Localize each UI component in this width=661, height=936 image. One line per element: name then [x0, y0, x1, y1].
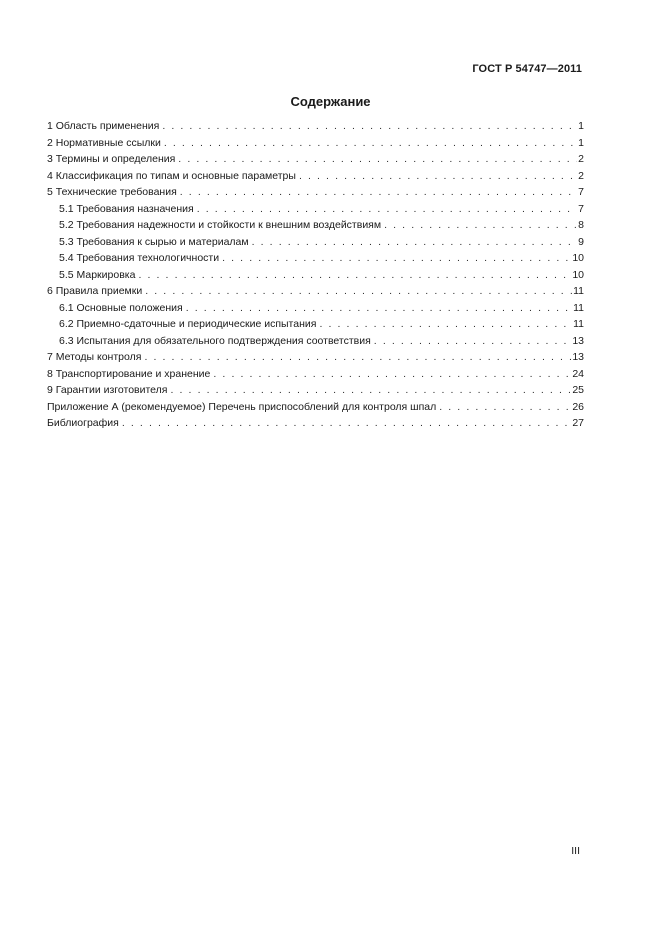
table-of-contents: [47, 118, 584, 432]
toc-entry-page: 26: [572, 400, 584, 413]
toc-entry-appendix[interactable]: [47, 399, 584, 416]
toc-entry-label: 6.3 Испытания для обязательного подтверждения соответствия: [59, 334, 371, 347]
toc-dot-leader: [186, 300, 572, 317]
toc-dot-leader: [145, 283, 572, 300]
toc-entry[interactable]: [47, 184, 584, 201]
toc-entry-label: 5.3 Требования к сырью и материалам: [59, 235, 249, 248]
toc-entry-page: 11: [573, 285, 584, 297]
toc-entry-page: 7: [578, 202, 584, 215]
toc-dot-leader: [374, 333, 572, 350]
toc-entry-label: 8 Транспортирование и хранение: [47, 367, 211, 380]
toc-entry-label: 6.1 Основные положения: [59, 301, 183, 314]
toc-entry-page: 9: [578, 235, 584, 248]
toc-dot-leader: [439, 399, 571, 416]
toc-entry-label: 7 Методы контроля: [47, 351, 142, 363]
toc-entry-label: 9 Гарантии изготовителя: [47, 384, 168, 396]
toc-entry-label: 5.2 Требования надежности и стойкости к внешним воздействиям: [59, 219, 382, 231]
toc-dot-leader: [144, 349, 571, 366]
toc-entry-page: 11: [573, 318, 584, 330]
toc-title: Содержание: [290, 94, 371, 109]
toc-entry-page: 11: [573, 301, 584, 314]
toc-subentry[interactable]: [47, 217, 584, 234]
toc-subentry[interactable]: [47, 300, 584, 317]
toc-subentry[interactable]: [47, 201, 584, 218]
toc-entry-bibliography[interactable]: [47, 415, 584, 432]
page-number: III: [571, 845, 580, 857]
toc-entry-page: 2: [578, 169, 584, 182]
toc-entry[interactable]: [47, 366, 584, 383]
toc-dot-leader: [319, 316, 572, 333]
toc-dot-leader: [252, 234, 578, 251]
toc-entry[interactable]: [47, 135, 584, 152]
toc-entry-page: 1: [578, 136, 584, 149]
toc-entry[interactable]: [47, 382, 584, 399]
toc-entry-label: 3 Термины и определения: [47, 153, 176, 165]
toc-entry[interactable]: [47, 118, 584, 135]
toc-entry-page: 10: [572, 252, 584, 264]
toc-entry-label: 5.5 Маркировка: [59, 268, 136, 281]
toc-dot-leader: [162, 118, 577, 135]
toc-entry-label: 2 Нормативные ссылки: [47, 136, 161, 149]
toc-entry-page: 8: [578, 219, 584, 231]
toc-entry-label: 6 Правила приемки: [47, 285, 143, 297]
toc-entry-label: 4 Классификация по типам и основные параметры: [47, 169, 296, 182]
toc-entry[interactable]: [47, 349, 584, 366]
toc-dot-leader: [299, 168, 577, 185]
toc-entry[interactable]: [47, 168, 584, 185]
toc-entry-page: 2: [578, 153, 584, 165]
toc-entry-label: Приложение А (рекомендуемое) Перечень приспособлений для контроля шпал: [47, 400, 437, 413]
toc-subentry[interactable]: [47, 234, 584, 251]
toc-entry[interactable]: [47, 283, 584, 300]
toc-dot-leader: [384, 217, 577, 234]
toc-dot-leader: [164, 135, 577, 152]
toc-entry-page: 10: [572, 268, 584, 281]
toc-entry-label: 5 Технические требования: [47, 186, 177, 198]
toc-dot-leader: [122, 415, 571, 432]
toc-entry[interactable]: [47, 151, 584, 168]
toc-dot-leader: [222, 250, 571, 267]
toc-dot-leader: [180, 184, 577, 201]
toc-subentry[interactable]: [47, 316, 584, 333]
toc-dot-leader: [197, 201, 577, 218]
toc-entry-label: 6.2 Приемно-сдаточные и периодические испытания: [59, 318, 317, 330]
toc-entry-label: 5.1 Требования назначения: [59, 202, 194, 215]
toc-entry-label: 5.4 Требования технологичности: [59, 252, 220, 264]
toc-subentry[interactable]: [47, 333, 584, 350]
toc-subentry[interactable]: [47, 267, 584, 284]
toc-dot-leader: [213, 366, 571, 383]
toc-subentry[interactable]: [47, 250, 584, 267]
toc-entry-label: Библиография: [47, 417, 119, 429]
toc-entry-page: 13: [572, 334, 584, 347]
toc-entry-page: 13: [572, 351, 584, 363]
document-code: ГОСТ Р 54747—2011: [472, 63, 582, 75]
toc-dot-leader: [170, 382, 571, 399]
toc-entry-page: 7: [578, 186, 584, 198]
toc-dot-leader: [178, 151, 577, 168]
toc-entry-page: 27: [572, 417, 584, 429]
toc-entry-page: 1: [578, 120, 584, 132]
toc-dot-leader: [138, 267, 571, 284]
toc-entry-label: 1 Область применения: [47, 120, 160, 132]
toc-entry-page: 25: [572, 384, 584, 396]
toc-entry-page: 24: [572, 367, 584, 380]
